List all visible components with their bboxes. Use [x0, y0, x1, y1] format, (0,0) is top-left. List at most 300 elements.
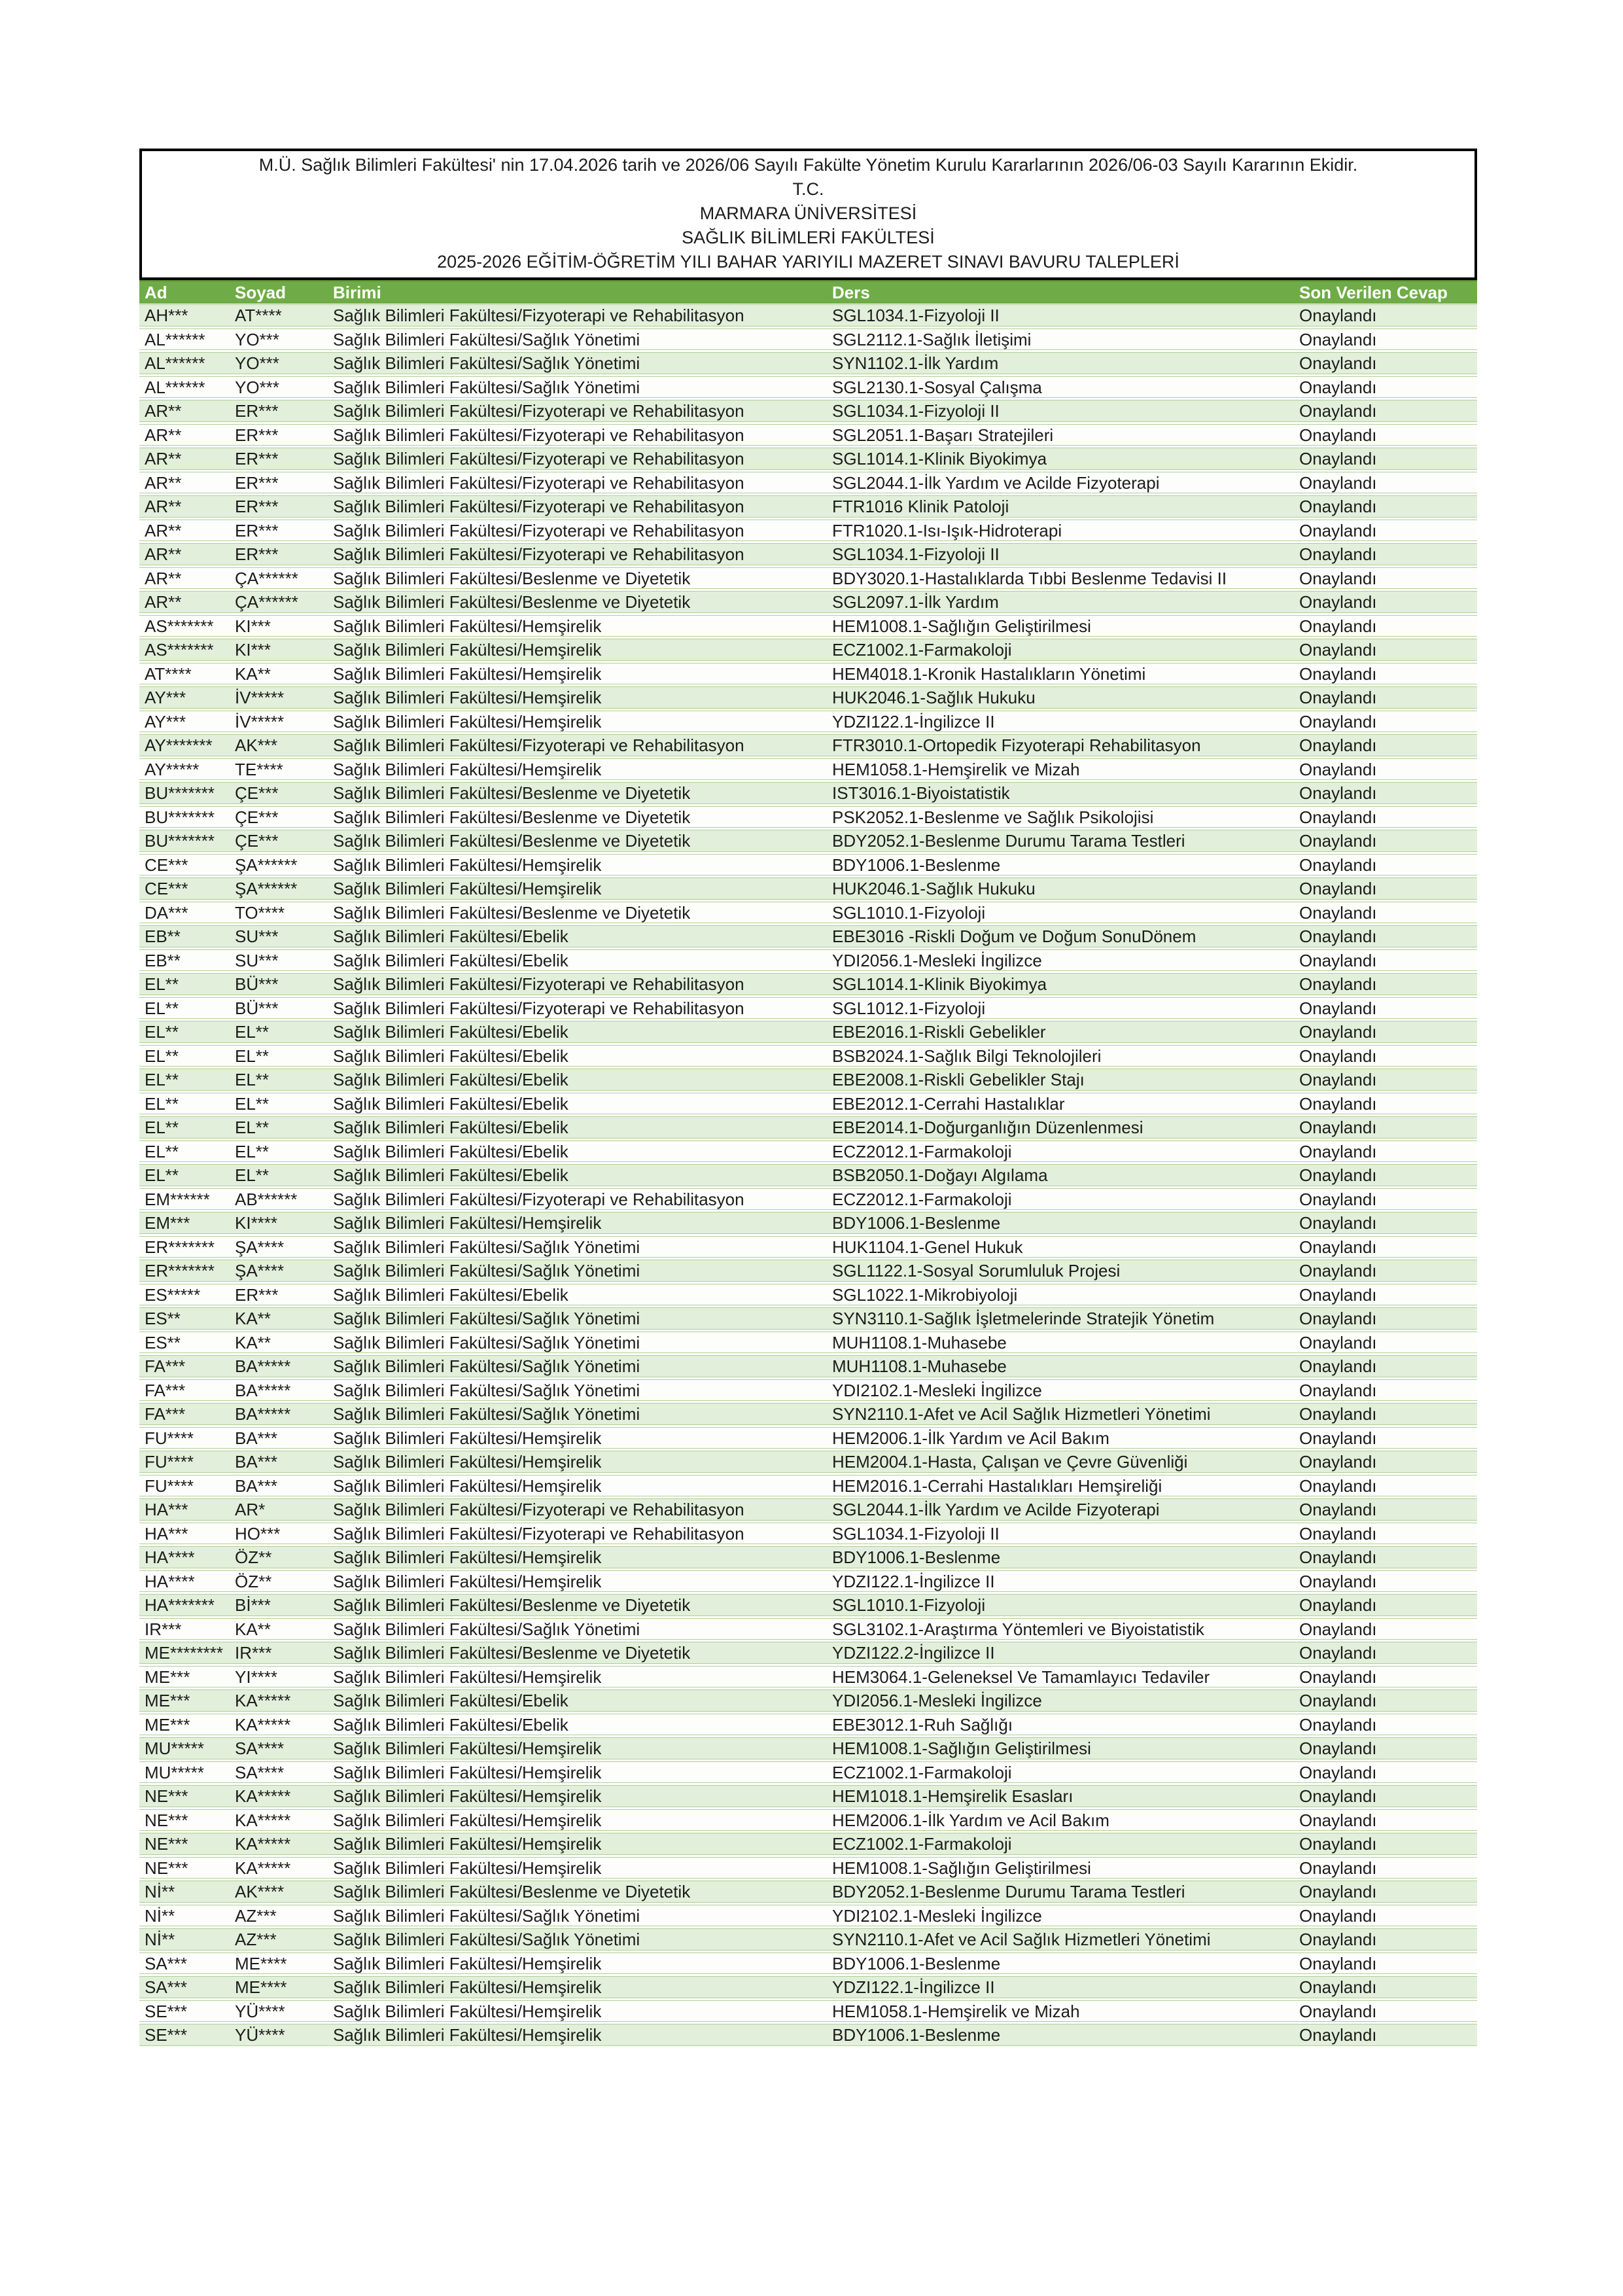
- cell-ad: MU*****: [145, 1762, 205, 1782]
- cell-ad: FA***: [145, 1380, 186, 1400]
- cell-ders: BDY1006.1-Beslenme: [832, 1213, 1001, 1233]
- table-row: [139, 877, 1477, 900]
- cell-ders: EBE2016.1-Riskli Gebelikler: [832, 1022, 1046, 1042]
- cell-status: Onaylandı: [1299, 1309, 1377, 1328]
- cell-status: Onaylandı: [1299, 1189, 1377, 1209]
- cell-ad: SA***: [145, 1953, 188, 1973]
- cell-soyad: YÜ****: [235, 2001, 285, 2021]
- cell-birimi: Sağlık Bilimleri Fakültesi/Fizyoterapi ve Rehabilitasyon: [333, 544, 744, 564]
- cell-birimi: Sağlık Bilimleri Fakültesi/Fizyoterapi ve Rehabilitasyon: [333, 974, 744, 994]
- cell-status: Onaylandı: [1299, 831, 1377, 851]
- cell-birimi: Sağlık Bilimleri Fakültesi/Fizyoterapi ve Rehabilitasyon: [333, 449, 744, 468]
- cell-birimi: Sağlık Bilimleri Fakültesi/Hemşirelik: [333, 663, 602, 684]
- cell-ders: BSB2050.1-Doğayı Algılama: [832, 1165, 1048, 1185]
- cell-ad: ME***: [145, 1714, 190, 1735]
- cell-status: Onaylandı: [1299, 1404, 1377, 1424]
- cell-ders: SGL1022.1-Mikrobiyoloji: [832, 1284, 1018, 1305]
- table-row: [139, 1833, 1477, 1855]
- cell-status: Onaylandı: [1299, 1905, 1377, 1926]
- cell-ad: NE***: [145, 1786, 188, 1806]
- cell-status: Onaylandı: [1299, 1810, 1377, 1830]
- cell-status: Onaylandı: [1299, 759, 1377, 779]
- cell-status: Onaylandı: [1299, 1691, 1377, 1710]
- cell-ders: SYN2110.1-Afet ve Acil Sağlık Hizmetleri Yönetimi: [832, 1930, 1211, 1949]
- cell-soyad: KA*****: [235, 1834, 291, 1854]
- cell-soyad: BA*****: [235, 1356, 291, 1376]
- document-page: [139, 149, 1477, 2048]
- cell-birimi: Sağlık Bilimleri Fakültesi/Hemşirelik: [333, 1786, 602, 1806]
- cell-birimi: Sağlık Bilimleri Fakültesi/Hemşirelik: [333, 1810, 602, 1830]
- cell-birimi: Sağlık Bilimleri Fakültesi/Hemşirelik: [333, 1858, 602, 1878]
- cell-birimi: Sağlık Bilimleri Fakültesi/Hemşirelik: [333, 616, 602, 636]
- cell-soyad: YO***: [235, 329, 279, 349]
- cell-soyad: KA**: [235, 1619, 271, 1639]
- cell-status: Onaylandı: [1299, 353, 1377, 373]
- table-row: [139, 1116, 1477, 1139]
- cell-ders: BDY1006.1-Beslenme: [832, 2025, 1001, 2045]
- table-row: [139, 1928, 1477, 1951]
- cell-birimi: Sağlık Bilimleri Fakültesi/Sağlık Yönetimi: [333, 1332, 640, 1352]
- cell-ders: SGL2044.1-İlk Yardım ve Acilde Fizyoterapi: [832, 472, 1160, 493]
- cell-birimi: Sağlık Bilimleri Fakültesi/Hemşirelik: [333, 2001, 602, 2021]
- cell-soyad: EL**: [235, 1046, 270, 1066]
- cell-ders: FTR3010.1-Ortopedik Fizyoterapi Rehabilitasyon: [832, 735, 1201, 755]
- table-row: [139, 1761, 1477, 1784]
- cell-ad: AY***: [145, 688, 186, 707]
- cell-ad: ES*****: [145, 1284, 201, 1305]
- cell-status: Onaylandı: [1299, 1953, 1377, 1973]
- table-row: [139, 1952, 1477, 1975]
- table-row: [139, 1881, 1477, 1903]
- cell-status: Onaylandı: [1299, 1882, 1377, 1901]
- cell-status: Onaylandı: [1299, 1667, 1377, 1687]
- cell-soyad: EL**: [235, 1070, 270, 1089]
- cell-ad: EL**: [145, 998, 179, 1018]
- table-row: [139, 1785, 1477, 1807]
- cell-birimi: Sağlık Bilimleri Fakültesi/Ebelik: [333, 1284, 568, 1305]
- cell-birimi: Sağlık Bilimleri Fakültesi/Hemşirelik: [333, 1452, 602, 1472]
- table-row: [139, 1093, 1477, 1115]
- cell-ders: SYN2110.1-Afet ve Acil Sağlık Hizmetleri Yönetimi: [832, 1404, 1211, 1424]
- cell-birimi: Sağlık Bilimleri Fakültesi/Fizyoterapi ve Rehabilitasyon: [333, 306, 744, 325]
- cell-ders: MUH1108.1-Muhasebe: [832, 1332, 1007, 1352]
- table-row: [139, 1498, 1477, 1521]
- table-row: [139, 925, 1477, 947]
- cell-ad: AR**: [145, 425, 182, 445]
- cell-ad: AR**: [145, 449, 182, 468]
- table-row: [139, 1809, 1477, 1831]
- cell-ders: HEM2004.1-Hasta, Çalışan ve Çevre Güvenliği: [832, 1452, 1188, 1472]
- table-row: [139, 1737, 1477, 1759]
- cell-birimi: Sağlık Bilimleri Fakültesi/Hemşirelik: [333, 640, 602, 660]
- cell-soyad: BA*****: [235, 1404, 291, 1424]
- cell-soyad: KA*****: [235, 1714, 291, 1735]
- table-row: [139, 1618, 1477, 1640]
- cell-soyad: ER***: [235, 497, 279, 516]
- cell-status: Onaylandı: [1299, 1332, 1377, 1352]
- table-row: [139, 663, 1477, 685]
- cell-ders: BDY2052.1-Beslenme Durumu Tarama Testleri: [832, 831, 1185, 851]
- column-header-son-verilen-cevap: Son Verilen Cevap: [1299, 282, 1448, 302]
- cell-birimi: Sağlık Bilimleri Fakültesi/Hemşirelik: [333, 1953, 602, 1973]
- cell-birimi: Sağlık Bilimleri Fakültesi/Fizyoterapi ve Rehabilitasyon: [333, 425, 744, 445]
- cell-ders: HEM2006.1-İlk Yardım ve Acil Bakım: [832, 1810, 1109, 1830]
- cell-soyad: BA***: [235, 1428, 278, 1448]
- cell-birimi: Sağlık Bilimleri Fakültesi/Ebelik: [333, 1046, 568, 1066]
- cell-ders: ECZ1002.1-Farmakoloji: [832, 1834, 1012, 1854]
- cell-birimi: Sağlık Bilimleri Fakültesi/Sağlık Yönetimi: [333, 1380, 640, 1400]
- table-row: [139, 1976, 1477, 1998]
- cell-ders: FTR1016 Klinik Patoloji: [832, 497, 1009, 516]
- cell-soyad: KA*****: [235, 1691, 291, 1710]
- cell-ad: FU****: [145, 1452, 194, 1472]
- cell-ders: SGL2112.1-Sağlık İletişimi: [832, 329, 1032, 349]
- cell-birimi: Sağlık Bilimleri Fakültesi/Sağlık Yönetimi: [333, 1261, 640, 1280]
- column-header-ders: Ders: [832, 282, 870, 302]
- cell-ad: Nİ**: [145, 1905, 175, 1926]
- cell-ad: SE***: [145, 2025, 188, 2045]
- cell-ders: MUH1108.1-Muhasebe: [832, 1356, 1007, 1376]
- cell-status: Onaylandı: [1299, 1118, 1377, 1137]
- column-header-birimi: Birimi: [333, 282, 381, 302]
- cell-soyad: ÇE***: [235, 831, 279, 851]
- cell-ders: SGL1034.1-Fizyoloji II: [832, 1523, 1000, 1544]
- cell-ad: HA***: [145, 1500, 188, 1519]
- cell-ad: ME***: [145, 1667, 190, 1687]
- cell-status: Onaylandı: [1299, 616, 1377, 636]
- cell-ders: SGL2044.1-İlk Yardım ve Acilde Fizyoterapi: [832, 1500, 1160, 1519]
- cell-birimi: Sağlık Bilimleri Fakültesi/Hemşirelik: [333, 2025, 602, 2045]
- cell-ders: BDY1006.1-Beslenme: [832, 1953, 1001, 1973]
- cell-ad: EL**: [145, 1141, 179, 1161]
- table-row: [139, 686, 1477, 709]
- cell-birimi: Sağlık Bilimleri Fakültesi/Sağlık Yönetimi: [333, 1309, 640, 1328]
- cell-soyad: KA*****: [235, 1810, 291, 1830]
- table-row: [139, 615, 1477, 637]
- cell-birimi: Sağlık Bilimleri Fakültesi/Ebelik: [333, 1070, 568, 1089]
- table-row: [139, 352, 1477, 374]
- cell-ders: SGL3102.1-Araştırma Yöntemleri ve Biyoistatistik: [832, 1619, 1204, 1639]
- cell-ad: AY*****: [145, 759, 200, 779]
- cell-ad: Nİ**: [145, 1930, 175, 1949]
- cell-status: Onaylandı: [1299, 1930, 1377, 1949]
- cell-soyad: KA*****: [235, 1858, 291, 1878]
- cell-birimi: Sağlık Bilimleri Fakültesi/Beslenme ve Diyetetik: [333, 1643, 691, 1663]
- cell-status: Onaylandı: [1299, 1428, 1377, 1448]
- cell-ad: BU*******: [145, 807, 215, 827]
- cell-birimi: Sağlık Bilimleri Fakültesi/Fizyoterapi ve Rehabilitasyon: [333, 735, 744, 755]
- table-row: [139, 520, 1477, 542]
- cell-ad: AR**: [145, 520, 182, 540]
- cell-status: Onaylandı: [1299, 1523, 1377, 1544]
- cell-ad: EB**: [145, 950, 181, 970]
- cell-status: Onaylandı: [1299, 688, 1377, 707]
- requests-table: [139, 280, 1477, 2046]
- cell-ad: AL******: [145, 329, 205, 349]
- cell-soyad: YÜ****: [235, 2025, 285, 2045]
- table-row: [139, 1475, 1477, 1497]
- table-row: [139, 1546, 1477, 1568]
- cell-status: Onaylandı: [1299, 711, 1377, 732]
- cell-ad: CE***: [145, 879, 188, 898]
- table-row: [139, 304, 1477, 327]
- cell-status: Onaylandı: [1299, 377, 1377, 397]
- cell-birimi: Sağlık Bilimleri Fakültesi/Beslenme ve Diyetetik: [333, 807, 691, 827]
- cell-ad: AL******: [145, 353, 205, 373]
- cell-status: Onaylandı: [1299, 1093, 1377, 1114]
- cell-soyad: BA*****: [235, 1380, 291, 1400]
- cell-birimi: Sağlık Bilimleri Fakültesi/Hemşirelik: [333, 1739, 602, 1758]
- cell-status: Onaylandı: [1299, 950, 1377, 970]
- cell-ders: SGL1034.1-Fizyoloji II: [832, 401, 1000, 421]
- cell-ders: SGL1012.1-Fizyoloji: [832, 998, 986, 1018]
- cell-birimi: Sağlık Bilimleri Fakültesi/Ebelik: [333, 1714, 568, 1735]
- cell-soyad: AK****: [235, 1882, 285, 1901]
- table-row: [139, 1689, 1477, 1712]
- cell-soyad: IR***: [235, 1643, 272, 1663]
- cell-ders: HEM1008.1-Sağlığın Geliştirilmesi: [832, 616, 1091, 636]
- cell-ad: BU*******: [145, 831, 215, 851]
- cell-ad: ME***: [145, 1691, 190, 1710]
- cell-soyad: ME****: [235, 1953, 287, 1973]
- cell-soyad: KA*****: [235, 1786, 291, 1806]
- cell-birimi: Sağlık Bilimleri Fakültesi/Sağlık Yönetimi: [333, 1930, 640, 1949]
- cell-soyad: ER***: [235, 472, 279, 493]
- cell-soyad: SA****: [235, 1739, 285, 1758]
- table-body: [139, 304, 1477, 2046]
- cell-birimi: Sağlık Bilimleri Fakültesi/Ebelik: [333, 950, 568, 970]
- cell-ad: HA***: [145, 1523, 188, 1544]
- cell-soyad: ER***: [235, 425, 279, 445]
- cell-status: Onaylandı: [1299, 1739, 1377, 1758]
- cell-status: Onaylandı: [1299, 1786, 1377, 1806]
- cell-ad: ME********: [145, 1643, 223, 1663]
- table-row: [139, 806, 1477, 828]
- table-row: [139, 400, 1477, 422]
- table-row: [139, 1307, 1477, 1330]
- cell-ders: ECZ1002.1-Farmakoloji: [832, 640, 1012, 660]
- table-row: [139, 973, 1477, 995]
- cell-ad: Nİ**: [145, 1882, 175, 1901]
- cell-soyad: SU***: [235, 927, 279, 946]
- table-row: [139, 830, 1477, 852]
- faculty-name: SAĞLIK BİLİMLERİ FAKÜLTESİ: [682, 228, 935, 247]
- table-row: [139, 949, 1477, 972]
- table-row: [139, 711, 1477, 733]
- cell-status: Onaylandı: [1299, 902, 1377, 923]
- cell-ders: BDY1006.1-Beslenme: [832, 855, 1001, 875]
- document-title: 2025-2026 EĞİTİM-ÖĞRETİM YILI BAHAR YARIYILI MAZERET SINAVI BAVURU TALEPLERİ: [437, 252, 1179, 272]
- cell-soyad: AR*: [235, 1500, 266, 1519]
- cell-status: Onaylandı: [1299, 1571, 1377, 1591]
- cell-birimi: Sağlık Bilimleri Fakültesi/Ebelik: [333, 1022, 568, 1042]
- cell-ad: MU*****: [145, 1739, 205, 1758]
- cell-ders: YDZI122.2-İngilizce II: [832, 1643, 995, 1663]
- cell-ders: HUK2046.1-Sağlık Hukuku: [832, 879, 1036, 898]
- cell-ders: HEM3064.1-Geleneksel Ve Tamamlayıcı Tedaviler: [832, 1667, 1210, 1687]
- table-row: [139, 1857, 1477, 1879]
- cell-birimi: Sağlık Bilimleri Fakültesi/Beslenme ve Diyetetik: [333, 902, 691, 923]
- cell-ders: SGL2130.1-Sosyal Çalışma: [832, 377, 1042, 397]
- cell-status: Onaylandı: [1299, 1834, 1377, 1854]
- table-row: [139, 424, 1477, 446]
- cell-ders: PSK2052.1-Beslenme ve Sağlık Psikolojisi: [832, 807, 1154, 827]
- table-row: [139, 543, 1477, 565]
- table-row: [139, 567, 1477, 590]
- cell-ad: AR**: [145, 592, 182, 612]
- table-row: [139, 1427, 1477, 1449]
- cell-status: Onaylandı: [1299, 497, 1377, 516]
- cell-soyad: ER***: [235, 1284, 279, 1305]
- cell-ad: FU****: [145, 1428, 194, 1448]
- cell-ders: SGL1034.1-Fizyoloji II: [832, 306, 1000, 325]
- cell-birimi: Sağlık Bilimleri Fakültesi/Sağlık Yönetimi: [333, 1905, 640, 1926]
- cell-ad: EL**: [145, 974, 179, 994]
- cell-ders: YDI2102.1-Mesleki İngilizce: [832, 1905, 1042, 1926]
- table-row: [139, 2024, 1477, 2046]
- cell-status: Onaylandı: [1299, 2001, 1377, 2021]
- cell-birimi: Sağlık Bilimleri Fakültesi/Sağlık Yönetimi: [333, 1237, 640, 1257]
- table-row: [139, 1523, 1477, 1545]
- cell-status: Onaylandı: [1299, 592, 1377, 612]
- cell-status: Onaylandı: [1299, 449, 1377, 468]
- cell-ders: SGL2097.1-İlk Yardım: [832, 592, 999, 612]
- cell-status: Onaylandı: [1299, 1977, 1377, 1997]
- cell-ders: HUK2046.1-Sağlık Hukuku: [832, 688, 1036, 707]
- cell-ders: EBE3016 -Riskli Doğum ve Doğum SonuDönem: [832, 927, 1196, 946]
- cell-ders: HUK1104.1-Genel Hukuk: [832, 1237, 1023, 1257]
- cell-soyad: ÇE***: [235, 807, 279, 827]
- cell-ad: AT****: [145, 663, 192, 684]
- cell-ders: YDZI122.1-İngilizce II: [832, 711, 995, 732]
- cell-status: Onaylandı: [1299, 1762, 1377, 1782]
- cell-status: Onaylandı: [1299, 1237, 1377, 1257]
- cell-status: Onaylandı: [1299, 2025, 1377, 2045]
- cell-ad: NE***: [145, 1858, 188, 1878]
- cell-status: Onaylandı: [1299, 807, 1377, 827]
- tc-line: T.C.: [792, 179, 824, 199]
- cell-status: Onaylandı: [1299, 927, 1377, 946]
- cell-status: Onaylandı: [1299, 1284, 1377, 1305]
- table-row: [139, 1140, 1477, 1163]
- cell-ad: HA****: [145, 1547, 195, 1567]
- cell-birimi: Sağlık Bilimleri Fakültesi/Fizyoterapi ve Rehabilitasyon: [333, 1500, 744, 1519]
- cell-birimi: Sağlık Bilimleri Fakültesi/Ebelik: [333, 927, 568, 946]
- cell-ders: ECZ1002.1-Farmakoloji: [832, 1762, 1012, 1782]
- cell-soyad: ER***: [235, 401, 279, 421]
- cell-ders: YDI2102.1-Mesleki İngilizce: [832, 1380, 1042, 1400]
- cell-soyad: EL**: [235, 1165, 270, 1185]
- university-name: MARMARA ÜNİVERSİTESİ: [699, 203, 917, 223]
- cell-ders: SGL1010.1-Fizyoloji: [832, 902, 986, 923]
- cell-ders: SGL1010.1-Fizyoloji: [832, 1595, 986, 1615]
- cell-ad: SE***: [145, 2001, 188, 2021]
- cell-birimi: Sağlık Bilimleri Fakültesi/Beslenme ve Diyetetik: [333, 568, 691, 588]
- cell-ders: HEM1008.1-Sağlığın Geliştirilmesi: [832, 1858, 1091, 1878]
- cell-ad: ES**: [145, 1332, 181, 1352]
- cell-soyad: ÇE***: [235, 783, 279, 803]
- cell-ders: EBE2008.1-Riskli Gebelikler Stajı: [832, 1070, 1085, 1089]
- cell-status: Onaylandı: [1299, 520, 1377, 540]
- cell-birimi: Sağlık Bilimleri Fakültesi/Hemşirelik: [333, 879, 602, 898]
- table-row: [139, 1355, 1477, 1377]
- cell-ders: SGL1034.1-Fizyoloji II: [832, 544, 1000, 564]
- cell-ders: HEM1058.1-Hemşirelik ve Mizah: [832, 759, 1080, 779]
- cell-soyad: ÇA******: [235, 592, 298, 612]
- cell-birimi: Sağlık Bilimleri Fakültesi/Fizyoterapi ve Rehabilitasyon: [333, 1189, 744, 1209]
- cell-ders: BDY3020.1-Hastalıklarda Tıbbi Beslenme Tedavisi II: [832, 568, 1227, 588]
- cell-status: Onaylandı: [1299, 1714, 1377, 1735]
- table-row: [139, 1332, 1477, 1354]
- cell-birimi: Sağlık Bilimleri Fakültesi/Sağlık Yönetimi: [333, 377, 640, 397]
- cell-ders: SYN1102.1-İlk Yardım: [832, 353, 999, 373]
- cell-ad: FU****: [145, 1475, 194, 1496]
- cell-soyad: ÖZ**: [235, 1547, 272, 1567]
- cell-ad: EL**: [145, 1165, 179, 1185]
- cell-birimi: Sağlık Bilimleri Fakültesi/Hemşirelik: [333, 1762, 602, 1782]
- cell-ad: EB**: [145, 927, 181, 946]
- cell-birimi: Sağlık Bilimleri Fakültesi/Fizyoterapi ve Rehabilitasyon: [333, 998, 744, 1018]
- cell-birimi: Sağlık Bilimleri Fakültesi/Beslenme ve Diyetetik: [333, 1882, 691, 1901]
- cell-ad: EL**: [145, 1093, 179, 1114]
- cell-soyad: EL**: [235, 1022, 270, 1042]
- cell-birimi: Sağlık Bilimleri Fakültesi/Hemşirelik: [333, 759, 602, 779]
- cell-soyad: AT****: [235, 306, 282, 325]
- cell-soyad: KA**: [235, 1309, 271, 1328]
- cell-soyad: YI****: [235, 1667, 278, 1687]
- cell-ad: HA****: [145, 1571, 195, 1591]
- cell-birimi: Sağlık Bilimleri Fakültesi/Ebelik: [333, 1691, 568, 1710]
- cell-ad: EL**: [145, 1022, 179, 1042]
- cell-soyad: AK***: [235, 735, 278, 755]
- cell-soyad: EL**: [235, 1141, 270, 1161]
- table-header-row: [139, 280, 1477, 304]
- cell-birimi: Sağlık Bilimleri Fakültesi/Fizyoterapi ve Rehabilitasyon: [333, 472, 744, 493]
- table-row: [139, 1403, 1477, 1425]
- cell-birimi: Sağlık Bilimleri Fakültesi/Beslenme ve Diyetetik: [333, 1595, 691, 1615]
- cell-status: Onaylandı: [1299, 1356, 1377, 1376]
- cell-ad: EM******: [145, 1189, 210, 1209]
- cell-ad: EL**: [145, 1046, 179, 1066]
- table-row: [139, 854, 1477, 876]
- cell-status: Onaylandı: [1299, 425, 1377, 445]
- cell-ders: HEM2016.1-Cerrahi Hastalıkları Hemşireliği: [832, 1475, 1162, 1496]
- decision-note: M.Ü. Sağlık Bilimleri Fakültesi' nin 17.04.2026 tarih ve 2026/06 Sayılı Fakülte Yönetim Kurulu Kararlarının 2026/06-03 Sayılı Kararının Ekidir.: [258, 155, 1358, 175]
- cell-status: Onaylandı: [1299, 1380, 1377, 1400]
- cell-ad: IR***: [145, 1619, 182, 1639]
- cell-birimi: Sağlık Bilimleri Fakültesi/Hemşirelik: [333, 1977, 602, 1997]
- cell-ders: YDI2056.1-Mesleki İngilizce: [832, 1691, 1042, 1710]
- cell-status: Onaylandı: [1299, 998, 1377, 1018]
- cell-ad: AY***: [145, 711, 186, 732]
- table-row: [139, 1236, 1477, 1258]
- cell-birimi: Sağlık Bilimleri Fakültesi/Hemşirelik: [333, 1475, 602, 1496]
- table-row: [139, 1451, 1477, 1473]
- cell-status: Onaylandı: [1299, 1858, 1377, 1878]
- cell-soyad: HO***: [235, 1523, 281, 1544]
- cell-soyad: ŞA****: [235, 1261, 285, 1280]
- cell-ad: AR**: [145, 544, 182, 564]
- cell-soyad: BA***: [235, 1475, 278, 1496]
- cell-ad: AH***: [145, 306, 188, 325]
- cell-birimi: Sağlık Bilimleri Fakültesi/Ebelik: [333, 1165, 568, 1185]
- cell-ders: SGL1122.1-Sosyal Sorumluluk Projesi: [832, 1261, 1121, 1280]
- cell-ad: HA*******: [145, 1595, 215, 1615]
- cell-status: Onaylandı: [1299, 879, 1377, 898]
- table-row: [139, 1069, 1477, 1091]
- table-row: [139, 1021, 1477, 1043]
- table-row: [139, 1570, 1477, 1593]
